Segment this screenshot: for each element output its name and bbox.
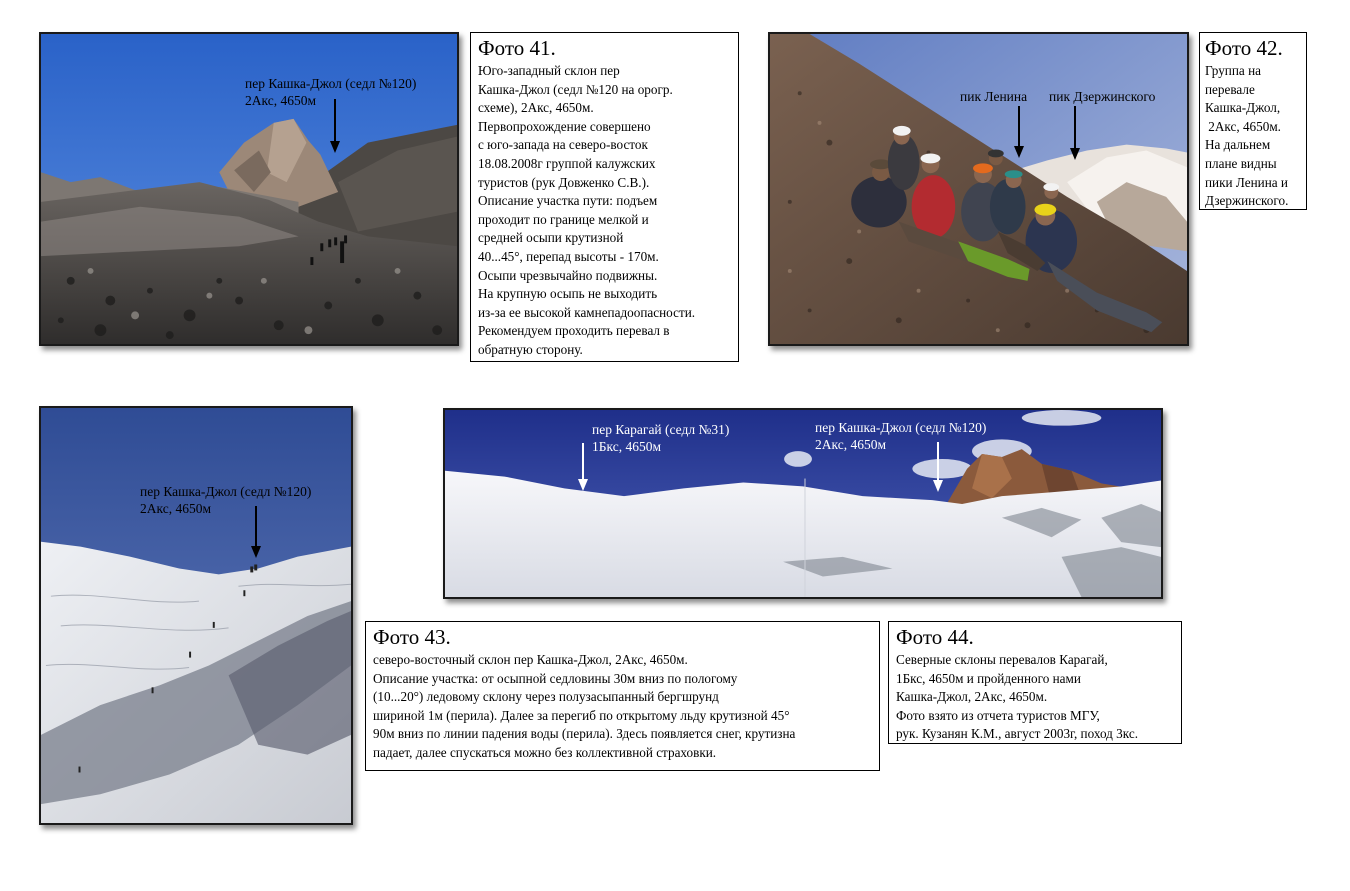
photo-42-caption-title: Фото 42. <box>1205 36 1283 60</box>
caption-line: 1Бкс, 4650м и пройденного нами <box>896 670 1081 686</box>
photo-43-pass-label <box>140 483 311 517</box>
caption-line: Северные склоны перевалов Карагай, <box>896 652 1108 667</box>
caption-line: рук. Кузанян К.М., август 2003г, поход 3кс. <box>896 726 1139 742</box>
photo-44-caption <box>888 621 1182 744</box>
caption-line: Описание участка пути: подъем <box>478 193 658 209</box>
photo-44 <box>443 408 1163 599</box>
caption-line: На крупную осыпь не выходить <box>478 286 658 302</box>
caption-line: плане видны <box>1205 155 1277 171</box>
caption-line: северо-восточный склон пер Кашка-Джол, 2Акс, 4650м. <box>373 652 688 667</box>
peak-lenin-label: пик Ленина <box>960 89 1028 104</box>
caption-line: Рекомендуем проходить перевал в <box>478 323 670 339</box>
caption-line: 90м вниз по линии падения воды (перила). Здесь появляется снег, крутизна <box>373 726 796 742</box>
caption-line: из-за ее высокой камнепадоопасности. <box>478 304 696 320</box>
kashka-arrow-icon <box>932 442 944 492</box>
caption-line: На дальнем <box>1205 137 1271 153</box>
caption-line: средней осыпи крутизной <box>478 230 624 246</box>
caption-line: обратную сторону. <box>478 341 583 357</box>
caption-line: Кашка-Джол, <box>1205 100 1281 116</box>
caption-line: пики Ленина и <box>1205 174 1288 190</box>
caption-line: туристов (рук Довженко С.В.). <box>478 174 650 190</box>
photo-43-pass-name: пер Кашка-Джол (седл №120) <box>140 484 312 499</box>
photo-44-caption-title: Фото 44. <box>896 625 974 649</box>
photo-41-pass-name: пер Кашка-Джол (седл №120) <box>245 76 417 91</box>
caption-line: Фото взято из отчета туристов МГУ, <box>896 707 1100 723</box>
photo-44-karagai-label <box>592 421 729 455</box>
photo-43-pass-grade: 2Акс, 4650м <box>140 501 212 516</box>
photo-42 <box>768 32 1189 346</box>
photo-43-caption <box>365 621 880 771</box>
photo-41-pass-grade: 2Акс, 4650м <box>245 93 317 108</box>
caption-line: 2Акс, 4650м. <box>1205 118 1281 134</box>
caption-line: падает, далее спускаться можно без коллективной страховки. <box>373 744 717 760</box>
caption-line: шириной 1м (перила). Далее за перегиб по открытому льду крутизной 45° <box>373 707 790 723</box>
caption-line: 18.08.2008г группой калужских <box>478 155 656 171</box>
caption-line: Первопрохождение совершено <box>478 118 651 134</box>
caption-line: Группа на <box>1205 63 1261 78</box>
peak-dzerzhinsky-arrow-icon <box>1069 106 1081 160</box>
photo-42-caption <box>1199 32 1307 210</box>
photo-41-caption-title: Фото 41. <box>478 36 556 60</box>
karagai-pass-grade: 1Бкс, 4650м <box>592 439 662 454</box>
caption-line: Осыпи чрезвычайно подвижны. <box>478 267 658 283</box>
caption-line: (10...20°) ледовому склону через полузасыпанный бергшрунд <box>373 689 719 705</box>
kashka-pass-grade: 2Акс, 4650м <box>815 437 887 452</box>
caption-line: проходит по границе мелкой и <box>478 211 649 227</box>
caption-line: Описание участка: от осыпной седловины 30м вниз по пологому <box>373 670 738 686</box>
caption-line: Кашка-Джол (седл №120 на орогр. <box>478 81 673 97</box>
caption-line: перевале <box>1205 81 1255 97</box>
photo-42-image <box>770 34 1187 344</box>
karagai-arrow-icon <box>577 443 589 491</box>
peak-lenin-arrow-icon <box>1013 106 1025 158</box>
photo-43-image <box>41 408 351 823</box>
caption-line: Дзержинского. <box>1205 193 1289 209</box>
caption-line: с юго-запада на северо-восток <box>478 137 648 153</box>
kashka-pass-name: пер Кашка-Джол (седл №120) <box>815 420 987 435</box>
photo-44-kashka-label <box>815 419 986 453</box>
photo-43-arrow-icon <box>250 506 262 558</box>
photo-44-image <box>445 410 1161 597</box>
photo-41-arrow-icon <box>329 99 341 153</box>
karagai-pass-name: пер Карагай (седл №31) <box>592 422 730 437</box>
photo-43-caption-title: Фото 43. <box>373 625 451 649</box>
photo-43 <box>39 406 353 825</box>
caption-line: Юго-западный склон пер <box>478 63 620 78</box>
caption-line: Кашка-Джол, 2Акс, 4650м. <box>896 689 1048 705</box>
photo-41-caption <box>470 32 739 362</box>
peak-dzerzhinsky-label: пик Дзержинского <box>1049 89 1156 104</box>
caption-line: схеме), 2Акс, 4650м. <box>478 100 594 116</box>
caption-line: 40...45°, перепад высоты - 170м. <box>478 248 659 264</box>
